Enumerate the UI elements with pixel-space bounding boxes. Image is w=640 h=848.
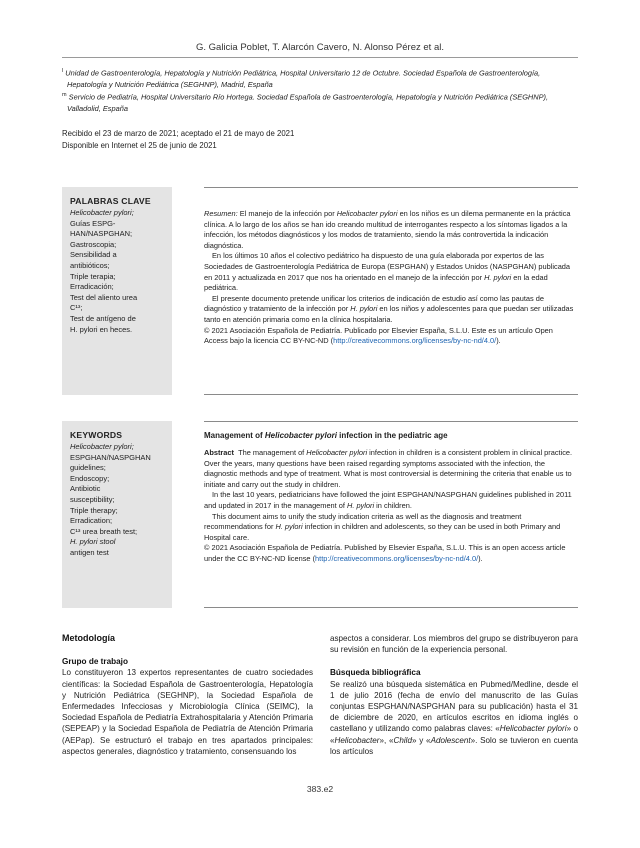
running-header: G. Galicia Poblet, T. Alarcón Cavero, N. Alonso Pérez et al. <box>195 42 444 53</box>
keyword-line: Erradication; <box>70 516 113 526</box>
license-link-en[interactable]: http://creativecommons.org/licenses/by-nc-nd/4.0/ <box>315 553 479 563</box>
keyword-line: Sensibilidad a <box>70 250 117 260</box>
keyword-line: Antibiotic <box>70 484 101 494</box>
header-divider <box>62 57 578 58</box>
abstract-en-title: Management of Helicobacter pylori infection in the pediatric age <box>204 431 448 440</box>
abstract-es-copyright: © 2021 Asociación Española de Pediatría. Publicado por Elsevier España, S.L.U. Este es un artículo Open Access bajo la licencia CC BY-NC-ND (http://creativecommons.org/licenses/by-nc-nd/4.0/). <box>204 325 553 346</box>
keyword-line: Test del aliento urea <box>70 292 138 302</box>
keyword-line: Gastroscopia; <box>70 239 117 249</box>
keyword-line: Guías ESPG- <box>70 218 116 228</box>
affiliations <box>62 66 578 114</box>
keyword-line: C¹³ urea breath test; <box>70 526 138 536</box>
abstract-es-p2: En los últimos 10 años el colectivo pediátrico ha dispuesto de una guía elaborada por expertos de las Sociedades de Gastroenterología Pediátrica de Europa (ESPGHAN) y Estados Unidos (NASPGHAN) publicada en 2011 y actualizada en 2017 que nos ha orientado en el manejo de la infección por H. pylori en la edad pediátrica. <box>204 251 571 293</box>
abstract-en-bottom-rule <box>204 607 578 608</box>
keyword-line: H. pylori en heces. <box>70 324 133 334</box>
abstract-en-p2: In the last 10 years, pediatricians have followed the joint ESPGHAN/NASPGHAN guidelines published in 2011 and updated in 2017 in the management of H. pylori in children. <box>204 490 572 510</box>
keyword-line: HAN/NASPGHAN; <box>70 229 133 239</box>
article-dates <box>62 128 578 151</box>
abstract-en <box>204 448 578 565</box>
keyword-line: Endoscopy; <box>70 473 110 483</box>
keyword-line: guidelines; <box>70 463 106 473</box>
license-link-es[interactable]: http://creativecommons.org/licenses/by-nc-nd/4.0/ <box>333 336 497 346</box>
abstract-en-top-rule <box>204 421 578 422</box>
keywords-en-box <box>62 421 172 608</box>
keyword-line: Helicobacter pylori; <box>70 208 134 217</box>
keyword-line: C¹³; <box>70 303 83 313</box>
section-heading-metodologia: Metodología <box>62 633 115 643</box>
abstract-es-top-rule <box>204 187 578 188</box>
busqueda-paragraph: Se realizó una búsqueda sistemática en Pubmed/Medline, desde el 1 de julio 2016 (fecha de envío del manuscrito de las Guías conjuntas ESPGHAN/NASPGHAN para su publicación) hasta el 31 de diciembre de 2020, en artículos escritos en idioma inglés o castellano y utilizando como palabras claves: «Helicobacter pylori» o «Helicobacter», «Child» y «Adolescent». Solo se tuvieron en cuenta los artículos <box>330 679 578 756</box>
continued-paragraph: aspectos a considerar. Los miembros del grupo se distribuyeron para su revisión en función de la experiencia personal. <box>330 634 578 655</box>
keyword-line: H. pylori stool <box>70 537 116 547</box>
received-date: Recibido el 23 de marzo de 2021; aceptado el 21 de mayo de 2021 <box>62 129 295 138</box>
keyword-line: antigen test <box>70 547 109 557</box>
keyword-line: Erradicación; <box>70 282 114 292</box>
page-number: 383.e2 <box>306 784 334 794</box>
online-date: Disponible en Internet el 25 de junio de 2021 <box>62 140 217 150</box>
affiliation-1: $^l$ Unidad de Gastroenterología, Hepatología y Nutrición Pediátrica, Hospital Universitario 12 de Octubre. Sociedad Española de Gastroenterología, Hepatología y Nutrición Pediátrica (SEGHNP), Madrid, España <box>62 68 541 89</box>
abstract-es <box>204 209 578 347</box>
body-left-column <box>62 633 313 757</box>
keywords-es-box <box>62 187 172 395</box>
abstract-es-p3: El presente documento pretende unificar los criterios de indicación de estudio así como las pautas de diagnóstico y tratamiento de la infección por H. pylori en los niños y adolescentes para que puedan ser utilizadas tanto en atención primaria como en la clínica hospitalaria. <box>204 293 574 324</box>
subsection-heading-grupo: Grupo de trabajo <box>62 657 128 667</box>
keyword-line: antibióticos; <box>70 260 110 270</box>
abstract-es-p1: Resumen: El manejo de la infección por Helicobacter pylori en los niños es un dilema permanente en la práctica clínica. A lo largo de los años se han ido creando multitud de interrogantes respecto a los síntomas ligados a la infección, los métodos diagnósticos y los modos de tratamiento, siendo la más controvertida la indicación diagnóstica. <box>204 209 571 250</box>
subsection-heading-busqueda: Búsqueda bibliográfica <box>330 668 421 678</box>
abstract-es-bottom-rule <box>204 394 578 395</box>
body-right-column <box>330 633 578 757</box>
keywords-es-title: PALABRAS CLAVE <box>70 196 151 206</box>
keyword-line: Helicobacter pylori; <box>70 442 134 451</box>
abstract-en-copyright: © 2021 Asociación Española de Pediatría. Published by Elsevier España, S.L.U. This is an open access article under the CC BY-NC-ND license (http://creativecommons.org/licenses/by-nc-nd/4.0/). <box>204 543 566 563</box>
keyword-line: Test de antígeno de <box>70 313 136 323</box>
keyword-line: susceptibility; <box>70 494 115 504</box>
keyword-line: Triple terapia; <box>70 271 116 281</box>
abstract-en-p1: Abstract The management of Helicobacter pylori infection in children is a consistent problem in clinical practice. Over the years, many questions have been raised regarding symptoms associated with the infection, the diagnostic methods and type of treatment. What is most controversial is determining the criteria that enable us to initiate and carry out the study in children. <box>204 448 573 489</box>
keyword-line: Triple therapy; <box>70 505 118 515</box>
grupo-paragraph: Lo constituyeron 13 expertos representantes de cuatro sociedades científicas: la Sociedad Española de Gastroenterología, Hepatología y Nutrición Pediátrica (SEGHNP), la Sociedad Española de Enfermedades Infecciosas y Microbiología Clínica (SEIMC), la Sociedad Española de Pediatría Extrahospitalaria y Atención Primaria (SEPEAP) y la Sociedad Española de Pediatría de Atención Primaria (AEPap). Se estructuró el trabajo en tres apartados principales: aspectos generales, diagnóstico y tratamiento, consensuando los <box>62 668 313 756</box>
keyword-line: ESPGHAN/NASPGHAN <box>70 452 151 462</box>
keywords-en-title: KEYWORDS <box>70 430 123 440</box>
abstract-en-p3: This document aims to unify the study indication criteria as well as the diagnosis and treatment recommendations for H. pylori infection in children and adolescents, so they can be used in both Primary and Hospital care. <box>204 511 561 542</box>
affiliation-2: $^m$ Servicio de Pediatría, Hospital Universitario Río Hortega. Sociedad Española de Gastroenterología, Hepatología y Nutrición Pediátrica (SEGHNP), Valladolid, España <box>62 91 549 113</box>
